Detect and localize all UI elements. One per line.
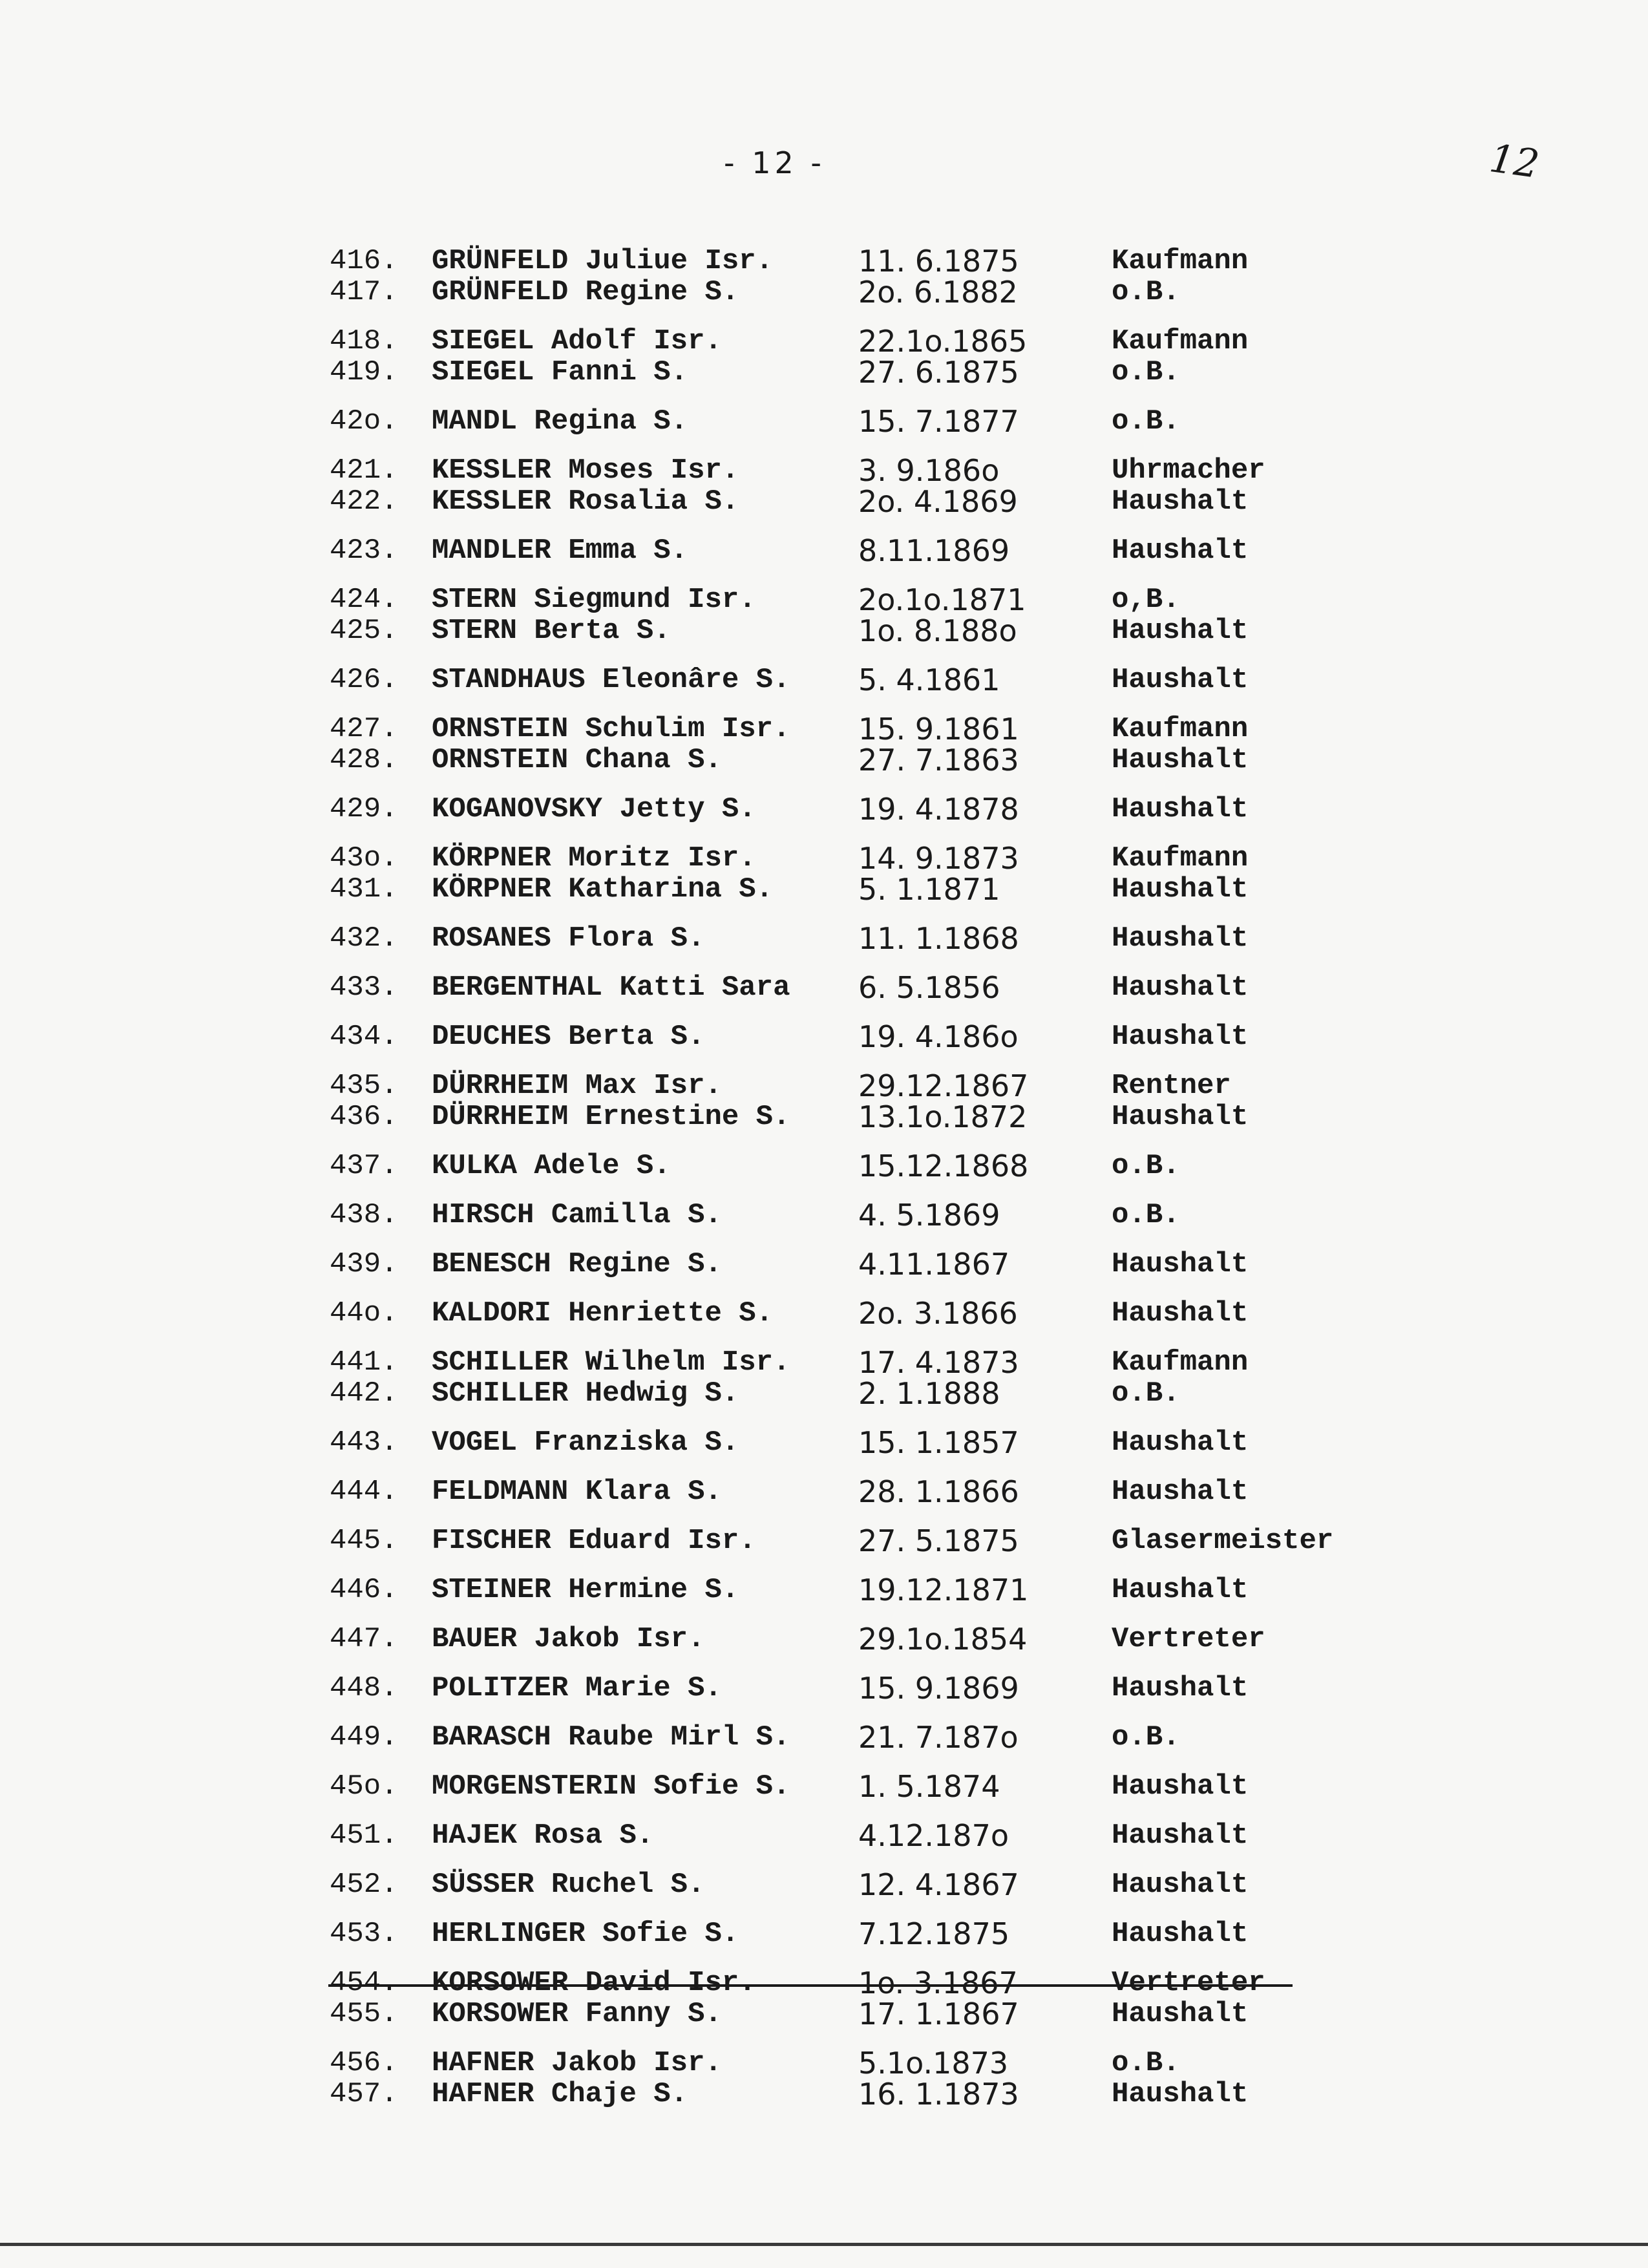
entry-number: 435. bbox=[330, 1070, 398, 1102]
entry-name: SCHILLER Hedwig S. bbox=[432, 1377, 739, 1410]
entry-birth-date: 15. 7.1877 bbox=[858, 404, 1019, 439]
entry-name: DÜRRHEIM Ernestine S. bbox=[432, 1101, 790, 1133]
entry-name: HERLINGER Sofie S. bbox=[432, 1918, 739, 1950]
entry-name: GRÜNFELD Juliue Isr. bbox=[432, 245, 774, 277]
entry-row bbox=[330, 1021, 1428, 1052]
entry-row bbox=[330, 486, 1428, 517]
entry-name: HAFNER Jakob Isr. bbox=[432, 2047, 722, 2079]
entry-number: 419. bbox=[330, 356, 398, 388]
entry-name: HAFNER Chaje S. bbox=[432, 2078, 688, 2110]
entry-name: ROSANES Flora S. bbox=[432, 922, 705, 955]
entry-row bbox=[330, 2048, 1428, 2079]
entry-number: 439. bbox=[330, 1248, 398, 1280]
entry-row bbox=[330, 1722, 1428, 1753]
entry-birth-date: 19. 4.186o bbox=[858, 1019, 1019, 1054]
entry-name: STERN Siegmund Isr. bbox=[432, 584, 756, 616]
entry-occupation: Haushalt bbox=[1112, 744, 1249, 776]
entry-row bbox=[330, 843, 1428, 874]
entry-birth-date: 2o. 6.1882 bbox=[858, 275, 1018, 310]
entry-row bbox=[330, 1298, 1428, 1329]
entry-row bbox=[330, 1427, 1428, 1458]
entry-occupation: Haushalt bbox=[1112, 1101, 1249, 1133]
entry-name: DEUCHES Berta S. bbox=[432, 1021, 705, 1053]
entry-number: 44o. bbox=[330, 1297, 398, 1330]
entry-birth-date: 2o.1o.1871 bbox=[858, 582, 1026, 617]
entry-birth-date: 15. 9.1861 bbox=[858, 712, 1019, 747]
entry-name: KALDORI Henriette S. bbox=[432, 1297, 774, 1330]
entry-occupation: o.B. bbox=[1112, 1377, 1180, 1410]
entry-birth-date: 12. 4.1867 bbox=[858, 1867, 1019, 1902]
entry-number: 431. bbox=[330, 873, 398, 906]
entry-birth-date: 4.12.187o bbox=[858, 1818, 1009, 1853]
entry-name: BERGENTHAL Katti Sara bbox=[432, 971, 790, 1004]
entry-number: 438. bbox=[330, 1199, 398, 1231]
entry-number: 426. bbox=[330, 664, 398, 696]
entry-row bbox=[330, 1200, 1428, 1231]
entry-number: 425. bbox=[330, 615, 398, 647]
entry-birth-date: 22.1o.1865 bbox=[858, 324, 1028, 359]
entry-birth-date: 8.11.1869 bbox=[858, 533, 1010, 568]
entry-row bbox=[330, 1101, 1428, 1132]
entry-row bbox=[330, 535, 1428, 566]
entry-row bbox=[330, 664, 1428, 695]
entry-occupation: o.B. bbox=[1112, 1199, 1180, 1231]
entry-occupation: Kaufmann bbox=[1112, 325, 1249, 357]
entry-row bbox=[330, 1918, 1428, 1949]
page-number: - 12 - bbox=[724, 145, 825, 180]
entry-number: 433. bbox=[330, 971, 398, 1004]
entry-occupation: Haushalt bbox=[1112, 1998, 1249, 2030]
entry-name: KOGANOVSKY Jetty S. bbox=[432, 793, 756, 825]
entry-occupation: Kaufmann bbox=[1112, 1346, 1249, 1379]
entry-number: 43o. bbox=[330, 842, 398, 874]
entry-number: 453. bbox=[330, 1918, 398, 1950]
entry-birth-date: 5.1o.1873 bbox=[858, 2046, 1009, 2081]
entry-row bbox=[330, 1525, 1428, 1556]
entry-name: STERN Berta S. bbox=[432, 615, 671, 647]
entry-birth-date: 1o. 8.188o bbox=[858, 613, 1017, 648]
entry-occupation: o.B. bbox=[1112, 405, 1180, 438]
entry-occupation: o.B. bbox=[1112, 1150, 1180, 1182]
entry-row bbox=[330, 357, 1428, 388]
entry-birth-date: 5. 1.1871 bbox=[858, 872, 1000, 907]
entry-occupation: Uhrmacher bbox=[1112, 454, 1265, 487]
entry-occupation: Haushalt bbox=[1112, 485, 1249, 518]
entry-name: HIRSCH Camilla S. bbox=[432, 1199, 722, 1231]
entry-birth-date: 15.12.1868 bbox=[858, 1149, 1029, 1183]
entry-number: 429. bbox=[330, 793, 398, 825]
entry-number: 448. bbox=[330, 1672, 398, 1704]
entry-birth-date: 5. 4.1861 bbox=[858, 662, 1000, 697]
entry-birth-date: 27. 7.1863 bbox=[858, 743, 1019, 778]
entry-occupation: o.B. bbox=[1112, 1721, 1180, 1754]
entry-name: MANDL Regina S. bbox=[432, 405, 688, 438]
entry-occupation: o.B. bbox=[1112, 2047, 1180, 2079]
entry-row bbox=[330, 584, 1428, 615]
entry-name: SIEGEL Adolf Isr. bbox=[432, 325, 722, 357]
entry-name: BARASCH Raube Mirl S. bbox=[432, 1721, 790, 1754]
entry-birth-date: 3. 9.186o bbox=[858, 453, 1000, 488]
entry-birth-date: 15. 1.1857 bbox=[858, 1425, 1019, 1460]
entry-number: 456. bbox=[330, 2047, 398, 2079]
entry-name: HAJEK Rosa S. bbox=[432, 1819, 654, 1852]
entry-birth-date: 1o. 3.1867 bbox=[858, 1966, 1018, 2000]
entry-number: 445. bbox=[330, 1525, 398, 1557]
entry-occupation: o,B. bbox=[1112, 584, 1180, 616]
entry-name: DÜRRHEIM Max Isr. bbox=[432, 1070, 722, 1102]
entry-number: 427. bbox=[330, 713, 398, 745]
entry-number: 457. bbox=[330, 2078, 398, 2110]
entry-birth-date: 2. 1.1888 bbox=[858, 1376, 1000, 1411]
entry-birth-date: 19. 4.1878 bbox=[858, 792, 1019, 827]
entry-occupation: Haushalt bbox=[1112, 1918, 1249, 1950]
entry-occupation: Haushalt bbox=[1112, 2078, 1249, 2110]
entry-number: 447. bbox=[330, 1623, 398, 1655]
entry-birth-date: 7.12.1875 bbox=[858, 1916, 1010, 1951]
entry-name: ORNSTEIN Chana S. bbox=[432, 744, 722, 776]
entry-birth-date: 17. 4.1873 bbox=[858, 1345, 1019, 1380]
entry-row bbox=[330, 1998, 1428, 2030]
entry-number: 452. bbox=[330, 1869, 398, 1901]
handwritten-page-mark: 12 bbox=[1486, 136, 1542, 187]
entry-birth-date: 6. 5.1856 bbox=[858, 970, 1000, 1005]
entry-number: 436. bbox=[330, 1101, 398, 1133]
entry-occupation: Haushalt bbox=[1112, 1297, 1249, 1330]
entry-name: GRÜNFELD Regine S. bbox=[432, 276, 739, 308]
entry-occupation: Haushalt bbox=[1112, 971, 1249, 1004]
entry-number: 446. bbox=[330, 1574, 398, 1606]
entry-name: ORNSTEIN Schulim Isr. bbox=[432, 713, 790, 745]
entry-birth-date: 11. 6.1875 bbox=[858, 244, 1019, 279]
entry-name: FISCHER Eduard Isr. bbox=[432, 1525, 756, 1557]
entry-birth-date: 29.1o.1854 bbox=[858, 1622, 1028, 1657]
entry-name: STANDHAUS Eleonâre S. bbox=[432, 664, 790, 696]
entry-occupation: Haushalt bbox=[1112, 1426, 1249, 1459]
entry-row bbox=[330, 1624, 1428, 1655]
entry-name: KESSLER Rosalia S. bbox=[432, 485, 739, 518]
entry-occupation: Haushalt bbox=[1112, 1476, 1249, 1508]
entry-birth-date: 2o. 3.1866 bbox=[858, 1296, 1018, 1331]
entry-row bbox=[330, 246, 1428, 277]
entry-row bbox=[330, 2079, 1428, 2110]
entry-number: 437. bbox=[330, 1150, 398, 1182]
entry-row bbox=[330, 455, 1428, 486]
entry-name: STEINER Hermine S. bbox=[432, 1574, 739, 1606]
entry-occupation: Haushalt bbox=[1112, 873, 1249, 906]
entry-row bbox=[330, 277, 1428, 308]
entry-row bbox=[330, 1574, 1428, 1606]
entry-occupation: Haushalt bbox=[1112, 1770, 1249, 1803]
entry-row bbox=[330, 1967, 1428, 1998]
entry-occupation: Haushalt bbox=[1112, 535, 1249, 567]
entry-occupation: Kaufmann bbox=[1112, 245, 1249, 277]
entry-birth-date: 19.12.1871 bbox=[858, 1573, 1029, 1607]
entry-number: 418. bbox=[330, 325, 398, 357]
entry-name: SÜSSER Ruchel S. bbox=[432, 1869, 705, 1901]
entry-row bbox=[330, 1249, 1428, 1280]
entry-number: 455. bbox=[330, 1998, 398, 2030]
entry-occupation: Haushalt bbox=[1112, 922, 1249, 955]
entry-birth-date: 27. 6.1875 bbox=[858, 355, 1019, 390]
entry-row bbox=[330, 1070, 1428, 1101]
entry-row bbox=[330, 1820, 1428, 1851]
entry-number: 421. bbox=[330, 454, 398, 487]
entry-occupation: Haushalt bbox=[1112, 615, 1249, 647]
entry-number: 449. bbox=[330, 1721, 398, 1754]
entry-number: 451. bbox=[330, 1819, 398, 1852]
entry-name: FELDMANN Klara S. bbox=[432, 1476, 722, 1508]
entry-occupation: Haushalt bbox=[1112, 664, 1249, 696]
entry-list bbox=[330, 246, 1428, 2110]
entry-birth-date: 13.1o.1872 bbox=[858, 1099, 1028, 1134]
entry-occupation: Haushalt bbox=[1112, 1248, 1249, 1280]
entry-birth-date: 4.11.1867 bbox=[858, 1247, 1010, 1282]
entry-birth-date: 17. 1.1867 bbox=[858, 1997, 1019, 2031]
entry-occupation: Haushalt bbox=[1112, 1869, 1249, 1901]
entry-number: 424. bbox=[330, 584, 398, 616]
entry-number: 423. bbox=[330, 535, 398, 567]
entry-number: 432. bbox=[330, 922, 398, 955]
entry-occupation: Glasermeister bbox=[1112, 1525, 1334, 1557]
entry-birth-date: 21. 7.187o bbox=[858, 1720, 1019, 1755]
entry-row bbox=[330, 874, 1428, 905]
entry-name: KÖRPNER Katharina S. bbox=[432, 873, 774, 906]
entry-occupation: Rentner bbox=[1112, 1070, 1231, 1102]
entry-number: 45o. bbox=[330, 1770, 398, 1803]
entry-name: SCHILLER Wilhelm Isr. bbox=[432, 1346, 790, 1379]
entry-name: SIEGEL Fanni S. bbox=[432, 356, 688, 388]
page-bottom-rule bbox=[0, 2243, 1648, 2246]
entry-row bbox=[330, 406, 1428, 437]
entry-row bbox=[330, 1476, 1428, 1507]
entry-birth-date: 27. 5.1875 bbox=[858, 1523, 1019, 1558]
entry-row bbox=[330, 1378, 1428, 1409]
entry-name: POLITZER Marie S. bbox=[432, 1672, 722, 1704]
entry-row bbox=[330, 615, 1428, 646]
entry-row bbox=[330, 794, 1428, 825]
entry-name: MORGENSTERIN Sofie S. bbox=[432, 1770, 790, 1803]
entry-row bbox=[330, 972, 1428, 1003]
entry-occupation: Haushalt bbox=[1112, 1819, 1249, 1852]
entry-occupation: Haushalt bbox=[1112, 1574, 1249, 1606]
entry-number: 417. bbox=[330, 276, 398, 308]
entry-occupation: o.B. bbox=[1112, 356, 1180, 388]
entry-occupation: Haushalt bbox=[1112, 1021, 1249, 1053]
entry-row bbox=[330, 923, 1428, 954]
entry-number: 454. bbox=[330, 1967, 398, 1999]
entry-row bbox=[330, 714, 1428, 745]
entry-name: VOGEL Franziska S. bbox=[432, 1426, 739, 1459]
entry-birth-date: 1. 5.1874 bbox=[858, 1769, 1000, 1804]
entry-number: 428. bbox=[330, 744, 398, 776]
entry-birth-date: 15. 9.1869 bbox=[858, 1671, 1019, 1706]
entry-occupation: Haushalt bbox=[1112, 1672, 1249, 1704]
entry-row bbox=[330, 1771, 1428, 1802]
entry-number: 441. bbox=[330, 1346, 398, 1379]
entry-row bbox=[330, 1150, 1428, 1182]
entry-birth-date: 16. 1.1873 bbox=[858, 2077, 1019, 2112]
entry-number: 42o. bbox=[330, 405, 398, 438]
entry-occupation: Vertreter bbox=[1112, 1967, 1265, 1999]
entry-name: BENESCH Regine S. bbox=[432, 1248, 722, 1280]
entry-occupation: Kaufmann bbox=[1112, 842, 1249, 874]
entry-name: KESSLER Moses Isr. bbox=[432, 454, 739, 487]
entry-number: 422. bbox=[330, 485, 398, 518]
entry-row bbox=[330, 745, 1428, 776]
entry-name: KORSOWER David Isr. bbox=[432, 1967, 756, 1999]
entry-row bbox=[330, 1869, 1428, 1900]
entry-birth-date: 14. 9.1873 bbox=[858, 841, 1019, 876]
entry-birth-date: 11. 1.1868 bbox=[858, 921, 1019, 956]
entry-name: BAUER Jakob Isr. bbox=[432, 1623, 705, 1655]
entry-name: KULKA Adele S. bbox=[432, 1150, 671, 1182]
entry-number: 434. bbox=[330, 1021, 398, 1053]
entry-birth-date: 2o. 4.1869 bbox=[858, 484, 1018, 519]
entry-occupation: Vertreter bbox=[1112, 1623, 1265, 1655]
entry-number: 416. bbox=[330, 245, 398, 277]
entry-row bbox=[330, 326, 1428, 357]
entry-name: MANDLER Emma S. bbox=[432, 535, 688, 567]
entry-number: 444. bbox=[330, 1476, 398, 1508]
entry-occupation: o.B. bbox=[1112, 276, 1180, 308]
entry-row bbox=[330, 1673, 1428, 1704]
entry-birth-date: 28. 1.1866 bbox=[858, 1474, 1019, 1509]
entry-occupation: Kaufmann bbox=[1112, 713, 1249, 745]
entry-number: 443. bbox=[330, 1426, 398, 1459]
entry-occupation: Haushalt bbox=[1112, 793, 1249, 825]
entry-birth-date: 29.12.1867 bbox=[858, 1068, 1029, 1103]
entry-name: KÖRPNER Moritz Isr. bbox=[432, 842, 756, 874]
entry-row bbox=[330, 1347, 1428, 1378]
entry-number: 442. bbox=[330, 1377, 398, 1410]
entry-name: KORSOWER Fanny S. bbox=[432, 1998, 722, 2030]
entry-birth-date: 4. 5.1869 bbox=[858, 1198, 1000, 1233]
